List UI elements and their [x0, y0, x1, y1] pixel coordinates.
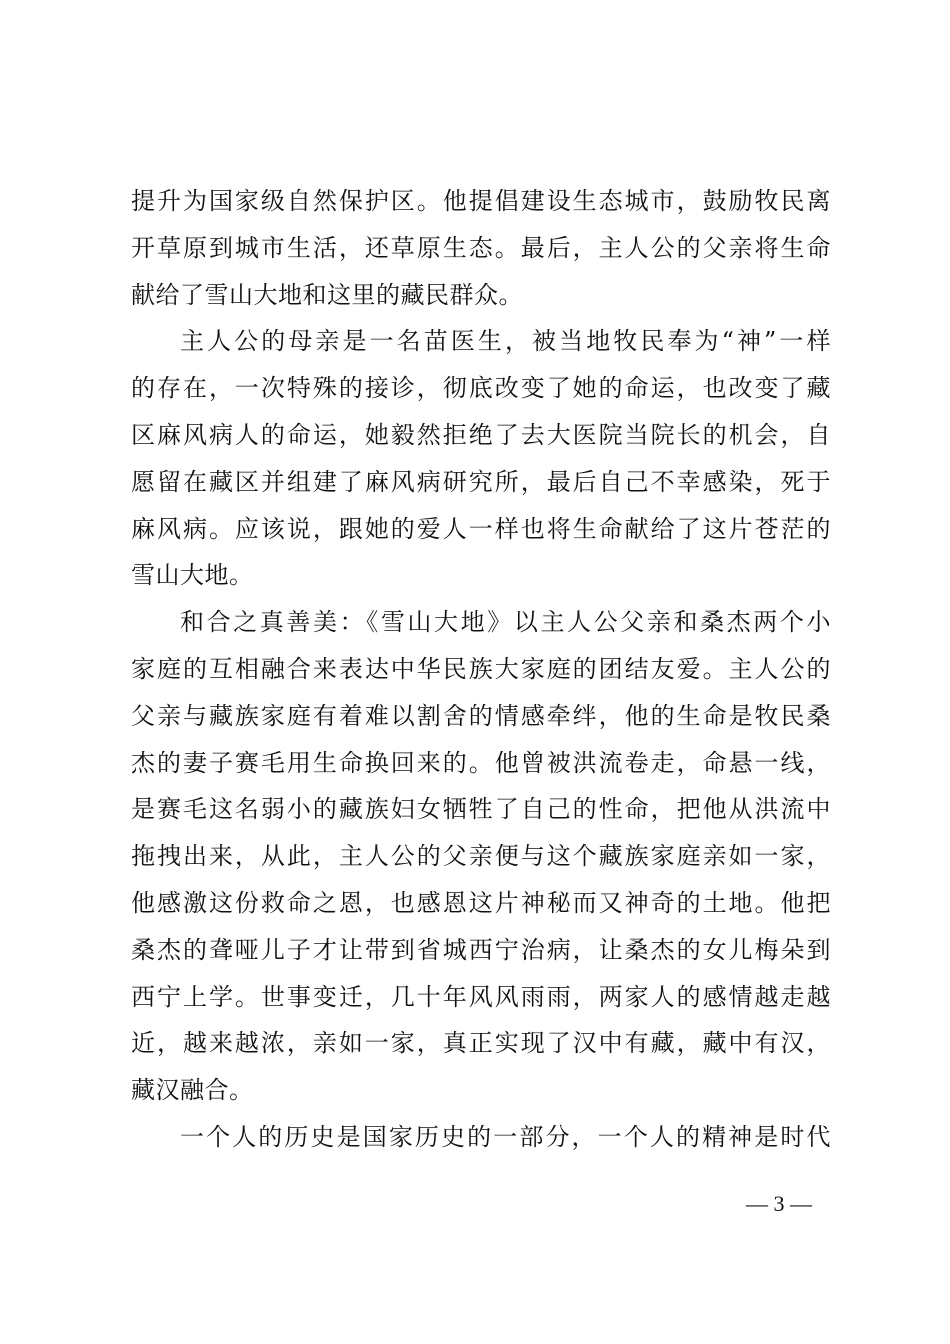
text-line: 的存在，一次特殊的接诊，彻底改变了她的命运，也改变了藏 [131, 374, 831, 403]
page-number: — 3 — [746, 1191, 812, 1216]
text-line: 杰的妻子赛毛用生命换回来的。他曾被洪流卷走，命悬一线， [131, 748, 831, 777]
text-line: 愿留在藏区并组建了麻风病研究所，最后自己不幸感染，死于 [131, 467, 831, 496]
text-line: 藏汉融合。 [131, 1076, 254, 1105]
text-line: 开草原到城市生活，还草原生态。最后，主人公的父亲将生命 [131, 233, 831, 262]
text-line: 是赛毛这名弱小的藏族妇女牺牲了自己的性命，把他从洪流中 [131, 795, 831, 824]
text-line: 拖拽出来，从此，主人公的父亲便与这个藏族家庭亲如一家， [131, 842, 831, 871]
text-line: 近，越来越浓，亲如一家，真正实现了汉中有藏，藏中有汉， [131, 1029, 831, 1058]
paragraph-4 [131, 1114, 831, 1161]
text-line: 区麻风病人的命运，她毅然拒绝了去大医院当院长的机会，自 [131, 420, 831, 449]
text-line: 主人公的母亲是一名苗医生，被当地牧民奉为“神”一样 [180, 327, 831, 356]
paragraph-3 [131, 599, 831, 1114]
text-line: 他感激这份救命之恩，也感恩这片神秘而又神奇的土地。他把 [131, 888, 831, 917]
text-line: 提升为国家级自然保护区。他提倡建设生态城市，鼓励牧民离 [131, 187, 831, 215]
text-line: 一个人的历史是国家历史的一部分，一个人的精神是时代 [180, 1122, 831, 1151]
text-line: 桑杰的聋哑儿子才让带到省城西宁治病，让桑杰的女儿梅朵到 [131, 935, 831, 964]
text-line: 西宁上学。世事变迁，几十年风风雨雨，两家人的感情越走越 [131, 982, 831, 1011]
paragraph-2 [131, 318, 831, 599]
paragraph-1 [131, 178, 831, 318]
text-line: 和合之真善美：《雪山大地》以主人公父亲和桑杰两个小 [180, 608, 831, 637]
text-line: 家庭的互相融合来表达中华民族大家庭的团结友爱。主人公的 [131, 654, 831, 683]
text-line: 雪山大地。 [131, 561, 254, 590]
body-text [131, 178, 831, 1161]
text-line: 父亲与藏族家庭有着难以割舍的情感牵绊，他的生命是牧民桑 [131, 701, 831, 730]
text-line: 麻风病。应该说，跟她的爱人一样也将生命献给了这片苍茫的 [131, 514, 831, 543]
text-line: 献给了雪山大地和这里的藏民群众。 [131, 280, 523, 309]
